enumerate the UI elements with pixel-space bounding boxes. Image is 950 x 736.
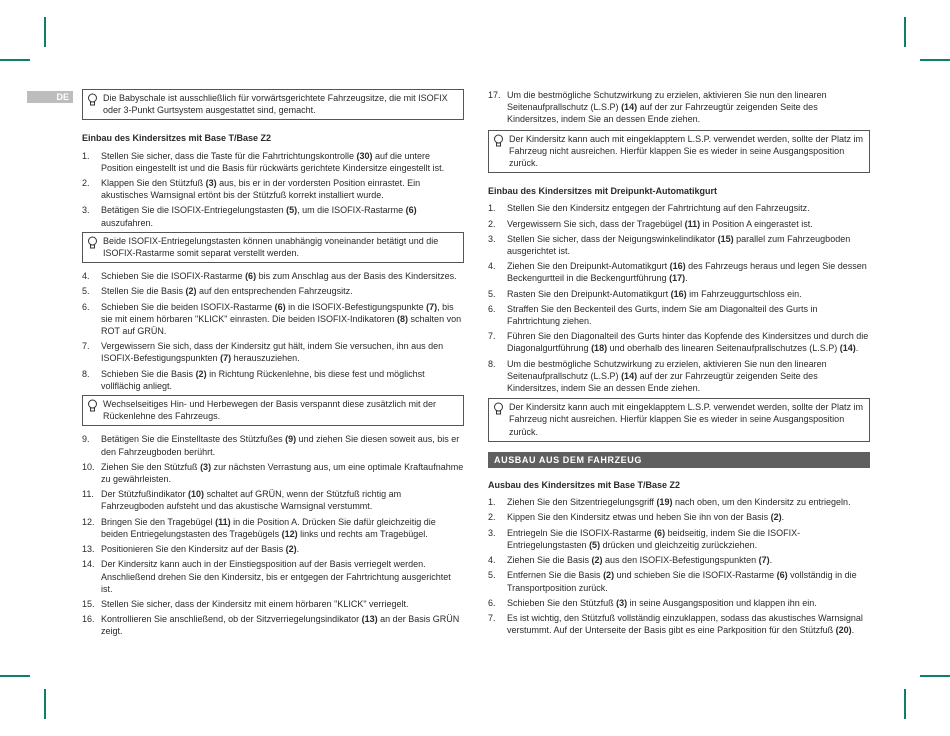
step-number: 5. xyxy=(82,286,90,297)
list-item xyxy=(82,150,464,174)
info-note xyxy=(82,232,464,263)
step-text: Stellen Sie sicher, dass die Taste für die Fahrtrichtungskontrolle (30) auf die untere Position eingestellt ist und die Basis für rückwärts gerichtete Kindersitze eingestellt ist. xyxy=(101,150,445,173)
step-text: Der Kindersitz kann auch in der Einstiegsposition auf der Basis verriegelt werden. Anschließend drehen Sie den Kindersitz, bis er entgegen der Fahrtrichtung ausgerichtet ist. xyxy=(101,559,451,594)
note-text: Die Babyschale ist ausschließlich für vorwärtsgerichtete Fahrzeugsitze, die mit ISOFIX oder 3-Punkt Gurtsystem ausgestattet sind, gemacht. xyxy=(103,93,448,116)
crop-mark xyxy=(904,689,906,719)
step-text: Führen Sie den Diagonalteil des Gurts hinter das Kopfende des Kindersitzes und durch die Diagonalgurtführung (18) und oberhalb des linearen Seitenaufprallschutzes (L.S.P) (14). xyxy=(507,331,869,354)
step-text: Positionieren Sie den Kindersitz auf der Basis (2). xyxy=(101,544,300,555)
step-number: 3. xyxy=(488,527,496,538)
list-item xyxy=(488,554,870,566)
crop-mark xyxy=(0,675,30,677)
note-text: Wechselseitiges Hin- und Herbewegen der Basis verspannt diese zusätzlich mit der Rückenlehne des Fahrzeugs. xyxy=(103,399,436,422)
crop-mark xyxy=(44,17,46,47)
section-title-bar: AUSBAU AUS DEM FAHRZEUG xyxy=(488,452,870,468)
step-text: Ziehen Sie den Dreipunkt-Automatikgurt (16) des Fahrzeugs heraus und legen Sie dessen Beckengurtteil in die Beckengurtführung (17). xyxy=(507,261,867,284)
list-item xyxy=(82,598,464,610)
list-item xyxy=(488,527,870,551)
list-item xyxy=(488,303,870,327)
list-item xyxy=(488,597,870,609)
step-number: 4. xyxy=(488,261,496,272)
step-list xyxy=(82,433,464,637)
step-text: Schieben Sie die beiden ISOFIX-Rastarme (6) in die ISOFIX-Befestigungspunkte (7), bis sie mit einem hörbaren "KLICK" einrasten. Die beiden ISOFIX-Indikatoren (8) schalten von ROT auf GRÜN. xyxy=(101,301,462,337)
step-list xyxy=(488,496,870,636)
step-number: 1. xyxy=(488,203,496,214)
step-text: Um die bestmögliche Schutzwirkung zu erzielen, aktivieren Sie nun den linearen Seitenaufprallschutz (L.S.P) (14) auf der zur Fahrzeugtür zeigenden Seite des Kindersitzes, indem Sie an dessen Ende ziehen. xyxy=(507,90,827,125)
step-number: 2. xyxy=(488,512,496,523)
list-item xyxy=(82,177,464,201)
step-number: 6. xyxy=(488,303,496,314)
note-text: Beide ISOFIX-Entriegelungstasten können unabhängig voneinander betätigt und die ISOFIX-Rastarme somit separat verstellt werden. xyxy=(103,235,439,259)
lightbulb-icon xyxy=(493,402,504,416)
info-note xyxy=(488,130,870,174)
step-number: 3. xyxy=(82,205,90,216)
list-item xyxy=(488,569,870,593)
list-item xyxy=(488,89,870,126)
lightbulb-icon xyxy=(87,236,98,250)
step-text: Schieben Sie den Stützfuß (3) in seine Ausgangsposition und klappen ihn ein. xyxy=(507,597,817,608)
language-tab: DE xyxy=(27,91,73,103)
step-list xyxy=(82,270,464,392)
crop-mark xyxy=(920,59,950,61)
step-text: Stellen Sie sicher, dass der Kindersitz mit einem hörbaren "KLICK" verriegelt. xyxy=(101,598,409,609)
step-number: 7. xyxy=(488,612,496,623)
step-text: Betätigen Sie die Einstelltaste des Stützfußes (9) und ziehen Sie diesen soweit aus, bis er den Fahrzeugboden berührt. xyxy=(101,434,460,457)
step-number: 8. xyxy=(488,358,496,369)
list-item xyxy=(82,488,464,512)
section-heading: Ausbau des Kindersitzes mit Base T/Base Z2 xyxy=(488,480,681,491)
step-text: Schieben Sie die ISOFIX-Rastarme (6) bis zum Anschlag aus der Basis des Kindersitzes. xyxy=(101,271,457,282)
step-number: 10. xyxy=(82,461,95,472)
step-text: Ziehen Sie die Basis (2) aus den ISOFIX-Befestigungspunkten (7). xyxy=(507,555,773,566)
list-item xyxy=(82,368,464,392)
step-list xyxy=(82,150,464,229)
step-text: Stellen Sie den Kindersitz entgegen der Fahrtrichtung auf den Fahrzeugsitz. xyxy=(507,203,810,214)
step-text: Kippen Sie den Kindersitz etwas und heben Sie ihn von der Basis (2). xyxy=(507,512,785,523)
step-number: 4. xyxy=(82,271,90,282)
lightbulb-icon xyxy=(87,399,98,413)
step-number: 8. xyxy=(82,368,90,379)
list-item xyxy=(82,516,464,540)
list-item xyxy=(82,340,464,364)
step-text: Schieben Sie die Basis (2) in Richtung Rückenlehne, bis diese fest und möglichst vollflächig anliegt. xyxy=(101,368,425,391)
step-list xyxy=(488,202,870,394)
info-note xyxy=(82,395,464,426)
list-item xyxy=(82,461,464,485)
note-text: Der Kindersitz kann auch mit eingeklapptem L.S.P. verwendet werden, sollte der Platz im Fahrzeug nicht ausreichen. Hierfür klappen Sie es wieder in seine Ausgangsposition zurück. xyxy=(509,402,864,437)
section-heading: Einbau des Kindersitzes mit Base T/Base Z2 xyxy=(82,133,272,144)
step-number: 7. xyxy=(488,331,496,342)
step-number: 9. xyxy=(82,434,90,445)
list-item xyxy=(488,496,870,508)
step-number: 5. xyxy=(488,570,496,581)
step-text: Ziehen Sie den Sitzentriegelungsgriff (19) nach oben, um den Kindersitz zu entriegeln. xyxy=(507,497,851,508)
right-column xyxy=(488,89,870,639)
list-item xyxy=(82,285,464,297)
step-number: 7. xyxy=(82,341,90,352)
list-item xyxy=(488,358,870,395)
step-text: Um die bestmögliche Schutzwirkung zu erzielen, aktivieren Sie nun den linearen Seitenaufprallschutz (L.S.P) (14) auf der zur Fahrzeugtür zeigenden Seite des Kindersitzes, indem Sie an dessen Ende ziehen. xyxy=(507,358,827,394)
step-number: 12. xyxy=(82,516,95,527)
step-number: 2. xyxy=(82,178,90,189)
step-number: 13. xyxy=(82,544,95,555)
section-heading: Einbau des Kindersitzes mit Dreipunkt-Automatikgurt xyxy=(488,186,718,197)
step-number: 1. xyxy=(488,497,496,508)
step-text: Straffen Sie den Beckenteil des Gurts, indem Sie am Diagonalteil des Gurts in Fahrtrichtung ziehen. xyxy=(507,303,818,327)
list-item xyxy=(488,612,870,636)
list-item xyxy=(488,511,870,523)
list-item xyxy=(82,558,464,595)
step-list xyxy=(488,89,870,126)
step-number: 2. xyxy=(488,218,496,229)
step-number: 6. xyxy=(488,597,496,608)
crop-mark xyxy=(904,17,906,47)
step-text: Ziehen Sie den Stützfuß (3) zur nächsten Verrastung aus, um eine optimale Kraftaufnahme zu gewährleisten. xyxy=(101,461,464,485)
step-text: Es ist wichtig, den Stützfuß vollständig einzuklappen, sodass das akustisches Warnsignal verstummt. Auf der Unterseite der Basis gibt es eine Parkposition für den Stützfuß (20). xyxy=(507,612,863,636)
list-item xyxy=(488,218,870,230)
crop-mark xyxy=(0,59,30,61)
step-text: Der Stützfußindikator (10) schaltet auf GRÜN, wenn der Stützfuß richtig am Fahrzeugboden aufsteht und das akustische Warnsignal verstummt. xyxy=(101,489,402,512)
list-item xyxy=(488,288,870,300)
crop-mark xyxy=(44,689,46,719)
list-item xyxy=(82,301,464,338)
list-item xyxy=(82,270,464,282)
step-text: Bringen Sie den Tragebügel (11) in die Position A. Drücken Sie dafür gleichzeitig die beiden Entriegelungstasten des Tragebügels (12) links und rechts am Tragebügel. xyxy=(101,516,436,539)
list-item xyxy=(488,202,870,214)
step-number: 17. xyxy=(488,90,501,100)
lightbulb-icon xyxy=(493,134,504,148)
step-number: 6. xyxy=(82,301,90,312)
list-item xyxy=(488,233,870,257)
step-number: 16. xyxy=(82,614,95,625)
list-item xyxy=(82,433,464,457)
note-text: Der Kindersitz kann auch mit eingeklapptem L.S.P. verwendet werden, sollte der Platz im Fahrzeug nicht ausreichen. Hierfür klappen Sie es wieder in seine Ausgangsposition zurück. xyxy=(509,133,864,169)
step-number: 14. xyxy=(82,559,95,570)
step-number: 3. xyxy=(488,233,496,244)
step-text: Entriegeln Sie die ISOFIX-Rastarme (6) beidseitig, indem Sie die ISOFIX-Entriegelungstasten (5) drücken und gleichzeitig zurückziehen. xyxy=(507,527,801,550)
step-text: Entfernen Sie die Basis (2) und schieben Sie die ISOFIX-Rastarme (6) vollständig in die Transportposition zurück. xyxy=(507,570,857,593)
list-item xyxy=(82,543,464,555)
step-number: 15. xyxy=(82,598,95,609)
list-item xyxy=(488,260,870,284)
step-text: Stellen Sie sicher, dass der Neigungswinkelindikator (15) parallel zum Fahrzeugboden ausgerichtet ist. xyxy=(507,233,851,257)
info-note xyxy=(488,398,870,442)
lightbulb-icon xyxy=(87,93,98,107)
step-text: Rasten Sie den Dreipunkt-Automatikgurt (16) im Fahrzeuggurtschloss ein. xyxy=(507,288,802,299)
step-text: Stellen Sie die Basis (2) auf den entsprechenden Fahrzeugsitz. xyxy=(101,286,353,297)
step-number: 4. xyxy=(488,555,496,566)
step-number: 1. xyxy=(82,150,90,161)
step-text: Vergewissern Sie sich, dass der Tragebügel (11) in Position A eingerastet ist. xyxy=(507,218,813,229)
step-number: 5. xyxy=(488,288,496,299)
left-column xyxy=(82,89,464,641)
step-text: Klappen Sie den Stützfuß (3) aus, bis er in der vordersten Position einrastet. Ein akustisches Warnsignal ertönt bis der Stützfuß korrekt installiert wurde. xyxy=(101,178,421,201)
list-item xyxy=(82,204,464,228)
step-text: Betätigen Sie die ISOFIX-Entriegelungstasten (5), um die ISOFIX-Rastarme (6) auszufahren. xyxy=(101,205,417,228)
list-item xyxy=(488,330,870,354)
step-number: 11. xyxy=(82,489,94,500)
list-item xyxy=(82,613,464,637)
step-text: Kontrollieren Sie anschließend, ob der Sitzverriegelungsindikator (13) an der Basis GRÜN zeigt. xyxy=(101,614,460,637)
crop-mark xyxy=(920,675,950,677)
step-text: Vergewissern Sie sich, dass der Kindersitz gut hält, indem Sie versuchen, ihn aus den ISOFIX-Befestigungspunkten (7) herauszuziehen. xyxy=(101,341,444,364)
info-note xyxy=(82,89,464,120)
